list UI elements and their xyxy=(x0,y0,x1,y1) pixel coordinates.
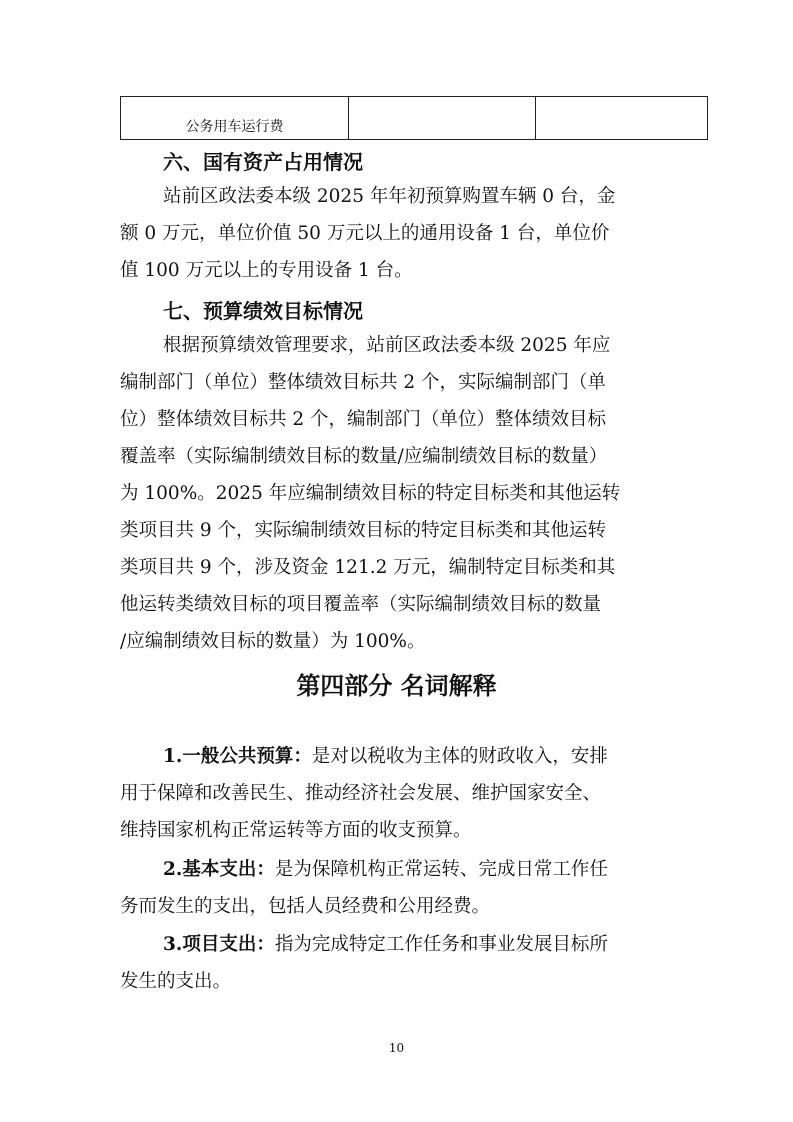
term-label: 2.基本支出： xyxy=(163,859,275,880)
paragraph-line: 编制部门（单位）整体绩效目标共 2 个，实际编制部门（单 xyxy=(120,372,607,393)
term-label: 3.项目支出： xyxy=(163,934,275,955)
paragraph-line: /应编制绩效目标的数量）为 100%。 xyxy=(120,631,426,652)
paragraph-line: 用于保障和改善民生、推动经济社会发展、维护国家安全、 xyxy=(120,783,602,804)
table-cell-amount xyxy=(536,97,708,140)
paragraph-line: 根据预算绩效管理要求，站前区政法委本级 2025 年应 xyxy=(163,335,611,356)
expense-table xyxy=(120,96,708,140)
paragraph-line: 发生的支出。 xyxy=(120,971,232,992)
paragraph-line: 类项目共 9 个，实际编制绩效目标的特定目标类和其他运转 xyxy=(120,520,607,541)
table-cell-label: 公务用车运行费 xyxy=(121,97,349,140)
paragraph-line: 为 100%。2025 年应编制绩效目标的特定目标类和其他运转 xyxy=(120,483,621,504)
term-text: 指为完成特定工作任务和事业发展目标所 xyxy=(274,934,608,955)
section-paragraph-assets xyxy=(120,178,680,289)
term-basic-expenditure xyxy=(120,851,680,925)
part-title: 第四部分 名词解释 xyxy=(296,672,497,700)
table-row xyxy=(121,97,708,140)
paragraph-line: 额 0 万元，单位价值 50 万元以上的通用设备 1 台，单位价 xyxy=(120,223,610,244)
term-first-line xyxy=(120,851,680,888)
table-cell-amount xyxy=(349,97,536,140)
paragraph-line: 覆盖率（实际编制绩效目标的数量/应编制绩效目标的数量） xyxy=(120,446,608,467)
term-text: 是为保障机构正常运转、完成日常工作任 xyxy=(274,859,608,880)
term-first-line xyxy=(120,738,680,775)
paragraph-line: 他运转类绩效目标的项目覆盖率（实际编制绩效目标的数量 xyxy=(120,594,602,615)
term-project-expenditure xyxy=(120,926,680,1000)
term-general-budget xyxy=(120,738,680,849)
paragraph-line: 站前区政法委本级 2025 年年初预算购置车辆 0 台，金 xyxy=(163,186,616,207)
paragraph-line: 务而发生的支出，包括人员经费和公用经费。 xyxy=(120,896,491,917)
page-number: 10 xyxy=(388,1041,405,1055)
term-label: 1.一般公共预算： xyxy=(163,746,312,767)
section-paragraph-performance xyxy=(120,327,680,660)
term-text: 是对以税收为主体的财政收入，安排 xyxy=(311,746,608,767)
paragraph-line: 类项目共 9 个，涉及资金 121.2 万元，编制特定目标类和其 xyxy=(120,557,616,578)
section-heading-performance: 七、预算绩效目标情况 xyxy=(163,299,363,323)
term-first-line xyxy=(120,926,680,963)
paragraph-line: 维持国家机构正常运转等方面的收支预算。 xyxy=(120,820,472,841)
section-heading-assets: 六、国有资产占用情况 xyxy=(163,150,363,174)
paragraph-line: 值 100 万元以上的专用设备 1 台。 xyxy=(120,260,413,281)
paragraph-line: 位）整体绩效目标共 2 个，编制部门（单位）整体绩效目标 xyxy=(120,409,607,430)
